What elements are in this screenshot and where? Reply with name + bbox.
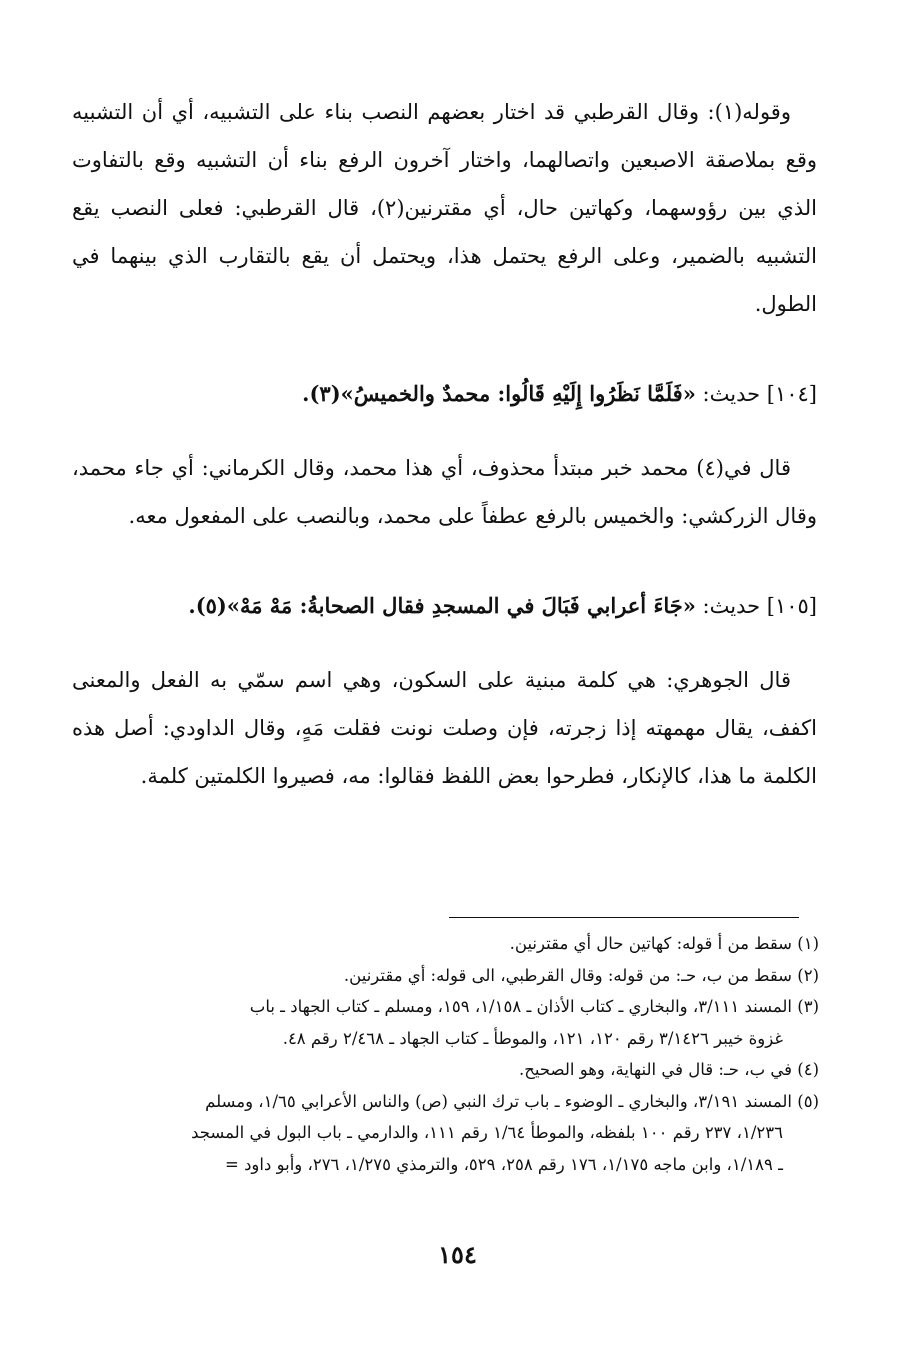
page-number: ١٥٤ [438,1240,477,1269]
hadith-heading-105 [72,582,817,630]
paragraph-jawhari: قال الجوهري: هي كلمة مبنية على السكون، وهي اسم سمّي به الفعل والمعنى اكفف، يقال مهمهته إذا زجرته، فإن وصلت نونت فقلت مَهٍ، وقال الداودي: أصل هذه الكلمة ما هذا، كالإنكار، فطرحوا بعض اللفظ فقالوا: مه، فصيروا الكلمتين كلمة. [72,668,817,788]
footnote-3-line-2: غزوة خيبر ٣/١٤٢٦ رقم ١٢٠، ١٢١، والموطأ ـ كتاب الجهاد ـ ٢/٤٦٨ رقم ٤٨. [282,1028,783,1048]
footnote-3 [56,991,819,1054]
hadith-heading-104 [72,370,817,418]
footnote-2: (٢) سقط من ب، حـ: من قوله: وقال القرطبي، الى قوله: أي مقترنين. [343,965,819,985]
footnote-3-line-1: (٣) المسند ٣/١١١، والبخاري ـ كتاب الأذان ـ ١/١٥٨، ١٥٩، ومسلم ـ كتاب الجهاد ـ باب [249,997,819,1016]
paragraph-kirmani: قال في(٤) محمد خبر مبتدأ محذوف، أي هذا محمد، وقال الكرماني: أي جاء محمد، وقال الزركشي: والخميس بالرفع عطفاً على محمد، وبالنصب على المفعول معه. [72,456,817,528]
hadith-number-105: [١٠٥] حديث: [702,594,817,618]
footnote-5-line-1: (٥) المسند ٣/١٩١، والبخاري ـ الوضوء ـ باب ترك النبي (ص) والناس الأعرابي ١/٦٥، ومسلم [205,1091,819,1111]
footnote-5 [56,1086,819,1181]
footnote-divider [449,917,799,918]
hadith-text-105: «جَاءَ أعرابي فَبَالَ في المسجدِ فقال الصحابةُ: مَهْ مَهْ»(٥). [188,593,696,618]
hadith-number-104: [١٠٤] حديث: [702,382,817,406]
footnote-5-line-3: ـ ١/١٨٩، وابن ماجه ١/١٧٥، ١٧٦ رقم ٢٥٨، ٥٢٩، والترمذي ١/٢٧٥، ٢٧٦، وأبو داود = [225,1154,783,1174]
paragraph-qurtubi: وقوله(١): وقال القرطبي قد اختار بعضهم النصب بناء على التشبيه، أي أن التشبيه وقع بملاصقة الاصبعين واتصالهما، واختار آخرون الرفع بناء أن التشبيه وقع بالتفاوت الذي بين رؤوسهما، وكهاتين حال، أي مقترنين(٢)، قال القرطبي: فعلى النصب يقع التشبيه بالضمير، وعلى الرفع يحتمل هذا، ويحتمل أن يقع بالتقارب الذي بينهما في الطول. [72,100,817,316]
spacer [72,540,817,582]
spacer [72,418,817,444]
footnote-1: (١) سقط من أ قوله: كهاتين حال أي مقترنين. [509,934,819,953]
spacer [72,328,817,370]
spacer [72,630,817,656]
footnotes-section [56,928,819,1180]
main-text-block [72,88,817,800]
footnote-4: (٤) في ب، حـ: قال في النهاية، وهو الصحيح. [519,1060,819,1079]
footnote-5-line-2: ١/٢٣٦، ٢٣٧ رقم ١٠٠ بلفظه، والموطأ ١/٦٤ رقم ١١١، والدارمي ـ باب البول في المسجد [191,1123,783,1142]
hadith-text-104: «فَلَمَّا نَظَرُوا إِلَيْهِ قَالُوا: محمدٌ والخميسُ»(٣). [302,381,696,406]
